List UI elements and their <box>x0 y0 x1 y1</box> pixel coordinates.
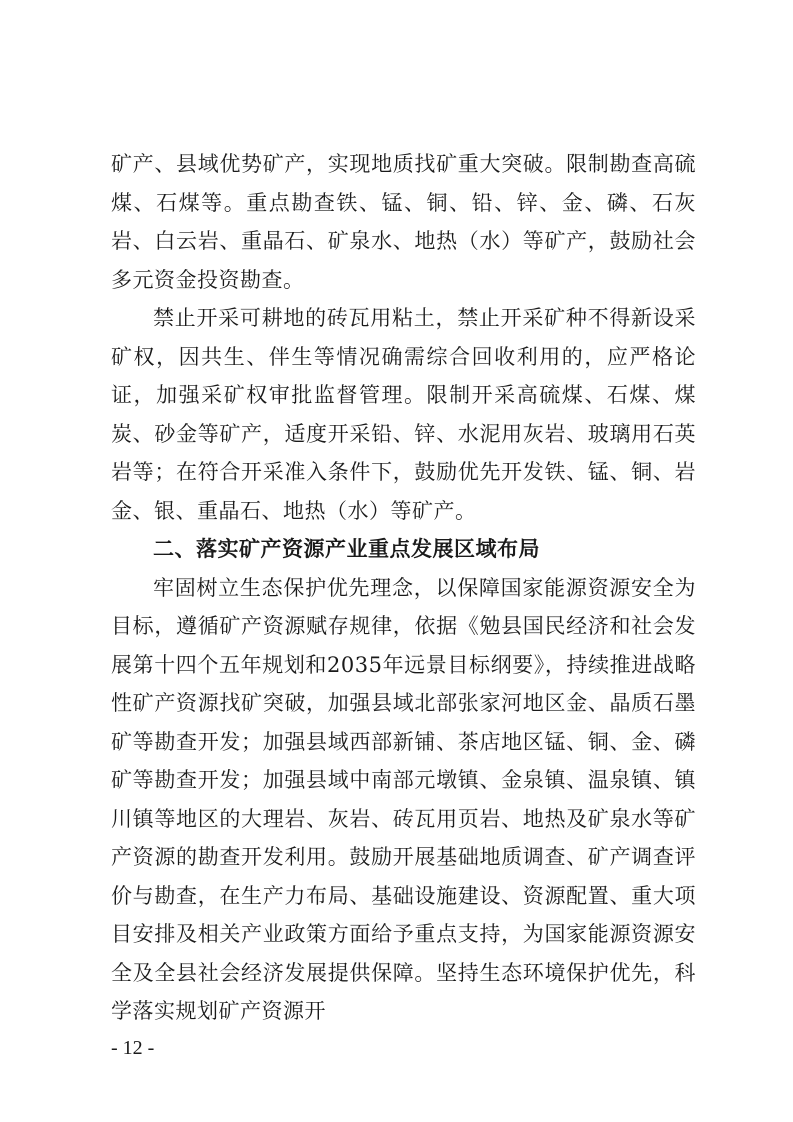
paragraph-mining-restrictions: 禁止开采可耕地的砖瓦用粘土，禁止开采矿种不得新设采矿权，因共生、伴生等情况确需综合回收利用的，应严格论证，加强采矿权审批监督管理。限制开采高硫煤、石煤、煤炭、砂金等矿产，适度开采铅、锌、水泥用灰岩、玻璃用石英岩等；在符合开采准入条件下，鼓励优先开发铁、锰、铜、岩金、银、重晶石、地热（水）等矿产。 <box>111 306 696 523</box>
section-heading: 二、落实矿产资源产业重点发展区域布局 <box>153 537 540 561</box>
page-number: - 12 - <box>111 1037 155 1059</box>
document-body <box>111 145 696 1031</box>
paragraph-continued: 矿产、县域优势矿产，实现地质找矿重大突破。限制勘查高硫煤、石煤等。重点勘查铁、锰、铜、铅、锌、金、磷、石灰岩、白云岩、重晶石、矿泉水、地热（水）等矿产，鼓励社会多元资金投资勘查。 <box>111 152 696 292</box>
paragraph-regional-layout: 牢固树立生态保护优先理念，以保障国家能源资源安全为目标，遵循矿产资源赋存规律，依据《勉县国民经济和社会发展第十四个五年规划和2035年远景目标纲要》，持续推进战略性矿产资源找矿突破，加强县域北部张家河地区金、晶质石墨矿等勘查开发；加强县域西部新铺、茶店地区锰、铜、金、磷矿等勘查开发；加强县域中南部元墩镇、金泉镇、温泉镇、镇川镇等地区的大理岩、灰岩、砖瓦用页岩、地热及矿泉水等矿产资源的勘查开发利用。鼓励开展基础地质调查、矿产调查评价与勘查，在生产力布局、基础设施建设、资源配置、重大项目安排及相关产业政策方面给予重点支持，为国家能源资源安全及全县社会经济发展提供保障。坚持生态环境保护优先，科学落实规划矿产资源开 <box>111 575 696 1023</box>
